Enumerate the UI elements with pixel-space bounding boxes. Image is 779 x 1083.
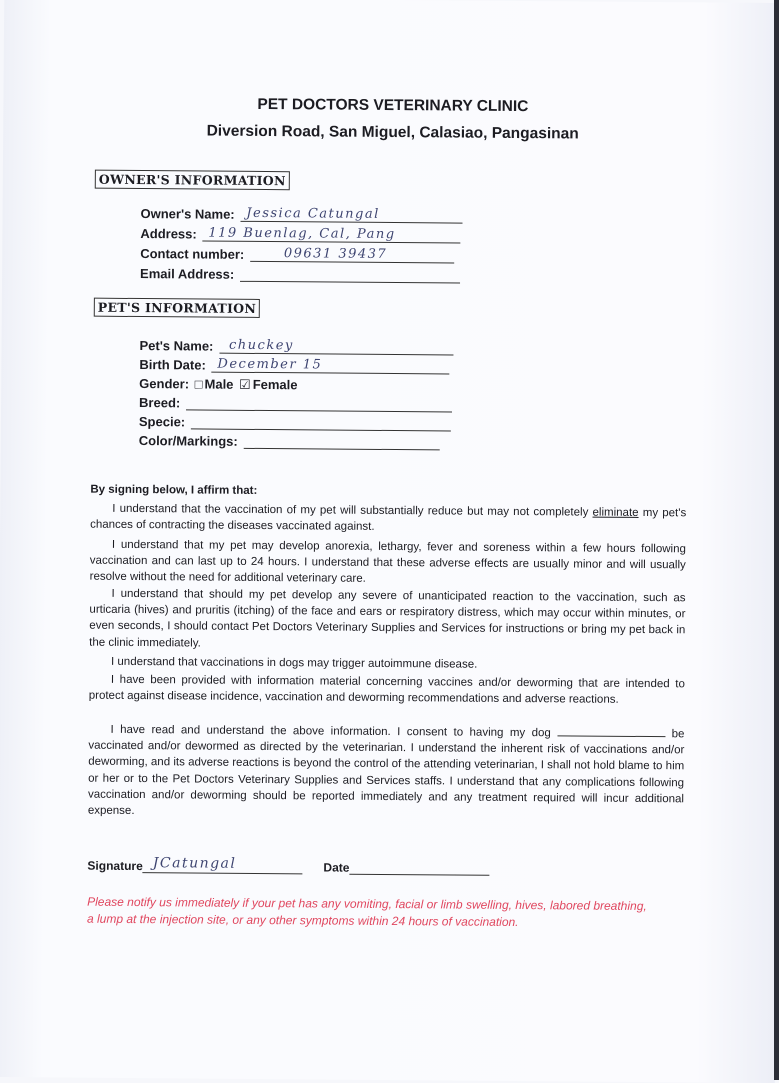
owner-address-field[interactable] [202, 227, 460, 244]
date-field[interactable] [349, 860, 489, 876]
owner-address-row [140, 226, 460, 244]
pet-birthdate-label: Birth Date: [139, 357, 206, 373]
male-checkbox[interactable]: □ [194, 376, 203, 392]
notice-text: Please notify us immediately if your pet has any vomiting, facial or limb swelling, hives, labored breathing, a lump at the injection site, or any other symptoms within 24 hours of vaccination. [86, 894, 647, 930]
consent-paragraph-4: I understand that vaccinations in dogs may trigger autoimmune disease. [110, 655, 478, 671]
dog-name-blank[interactable] [557, 725, 665, 737]
pet-gender-row [139, 376, 297, 393]
p1-underlined-word: eliminate [592, 506, 639, 519]
owner-name-label: Owner's Name: [140, 206, 235, 222]
pet-section-heading: PET'S INFORMATION [94, 298, 260, 318]
pet-birthdate-field[interactable] [211, 358, 449, 375]
pet-specie-row [139, 414, 451, 431]
pet-name-field[interactable] [219, 339, 453, 356]
consent-paragraph-2: I understand that my pet may develop anorexia, lethargy, fever and soreness within a few hours following vaccination and can last up to 24 hours. I understand that these adverse effects are usually minor and will usually resolve without the need for additional veterinary care. [89, 538, 686, 586]
affirm-heading: By signing below, I affirm that: [90, 483, 258, 497]
owner-name-field[interactable] [240, 207, 462, 224]
pet-breed-label: Breed: [139, 395, 181, 411]
scan-edge [774, 0, 779, 1080]
male-label: Male [204, 376, 234, 392]
pet-breed-row [139, 395, 452, 412]
owner-contact-label: Contact number: [140, 246, 245, 262]
female-checkbox[interactable]: ☑ [239, 376, 251, 392]
owner-email-label: Email Address: [140, 266, 235, 282]
date-label: Date [323, 860, 350, 875]
consent-paragraph-6 [88, 722, 685, 824]
pet-breed-field[interactable] [186, 395, 452, 412]
p6-text-post: be vaccinated and/or dewormed as directed by the veterinarian. I understand the inherent risk of vaccinations and/or deworming, and its adverse reactions is beyond the control of the attending veterinarian, I shall not hold blame to him or her or to the Pet Doctors Veterinary Supplies and Services staffs. I understand that any complications following vaccination and/or deworming should be reported immediately and any treatment required will incur additional expense. [87, 728, 685, 818]
pet-name-row [139, 338, 453, 355]
consent-paragraph-5: I have been provided with information material concerning vaccines and/or deworming that are intended to protect against disease incidence, vaccination and deworming recommendations and adverse reactions. [88, 673, 685, 707]
signature-value: JCatungal [152, 855, 237, 872]
pet-specie-label: Specie: [138, 414, 186, 430]
p6-text-pre: I have read and understand the above information. I consent to having my dog [110, 723, 551, 740]
pet-color-row [139, 433, 440, 450]
signature-row [87, 855, 489, 876]
signature-label: Signature [87, 858, 143, 874]
owner-contact-field[interactable] [250, 247, 454, 264]
pet-specie-field[interactable] [191, 414, 451, 431]
clinic-name: PET DOCTORS VETERINARY CLINIC [257, 95, 529, 116]
pet-color-field[interactable] [243, 434, 439, 451]
female-label: Female [252, 376, 298, 393]
owner-email-row [140, 266, 460, 284]
p1-text-pre: I understand that the vaccination of my pet will substantially reduce but may not completely [112, 502, 593, 519]
pet-birthdate-value: December 15 [217, 356, 323, 373]
pet-name-value: chuckey [228, 337, 294, 354]
owner-name-row [140, 206, 462, 224]
owner-section-heading: OWNER'S INFORMATION [95, 170, 290, 191]
owner-contact-row [140, 246, 454, 263]
pet-gender-label: Gender: [139, 376, 190, 392]
consent-paragraph-1 [90, 501, 686, 538]
owner-contact-value: 09631 39437 [283, 246, 388, 262]
owner-email-field[interactable] [240, 267, 460, 284]
clinic-address: Diversion Road, San Miguel, Calasiao, Pangasinan [206, 122, 579, 143]
owner-name-value: Jessica Catungal [246, 205, 380, 222]
pet-name-label: Pet's Name: [139, 338, 214, 354]
signature-field[interactable] [143, 855, 303, 874]
p1-text-post: my pet's chances of contracting the diseases vaccinated against. [90, 506, 687, 534]
pet-color-label: Color/Markings: [138, 433, 238, 449]
pet-birthdate-row [139, 357, 449, 374]
owner-address-value: 119 Buenlag, Cal, Pang [208, 225, 396, 243]
owner-address-label: Address: [140, 226, 197, 242]
consent-paragraph-3: I understand that should my pet develop any severe of unanticipated reaction to the vaccination, such as urticaria (hives) and pruritis (itching) of the face and ears or respiratory distress, which may occur within minutes, or even seconds, I should contact Pet Doctors Veterinary Supplies and Services for instructions or bring my pet back in the clinic immediately. [89, 587, 686, 650]
